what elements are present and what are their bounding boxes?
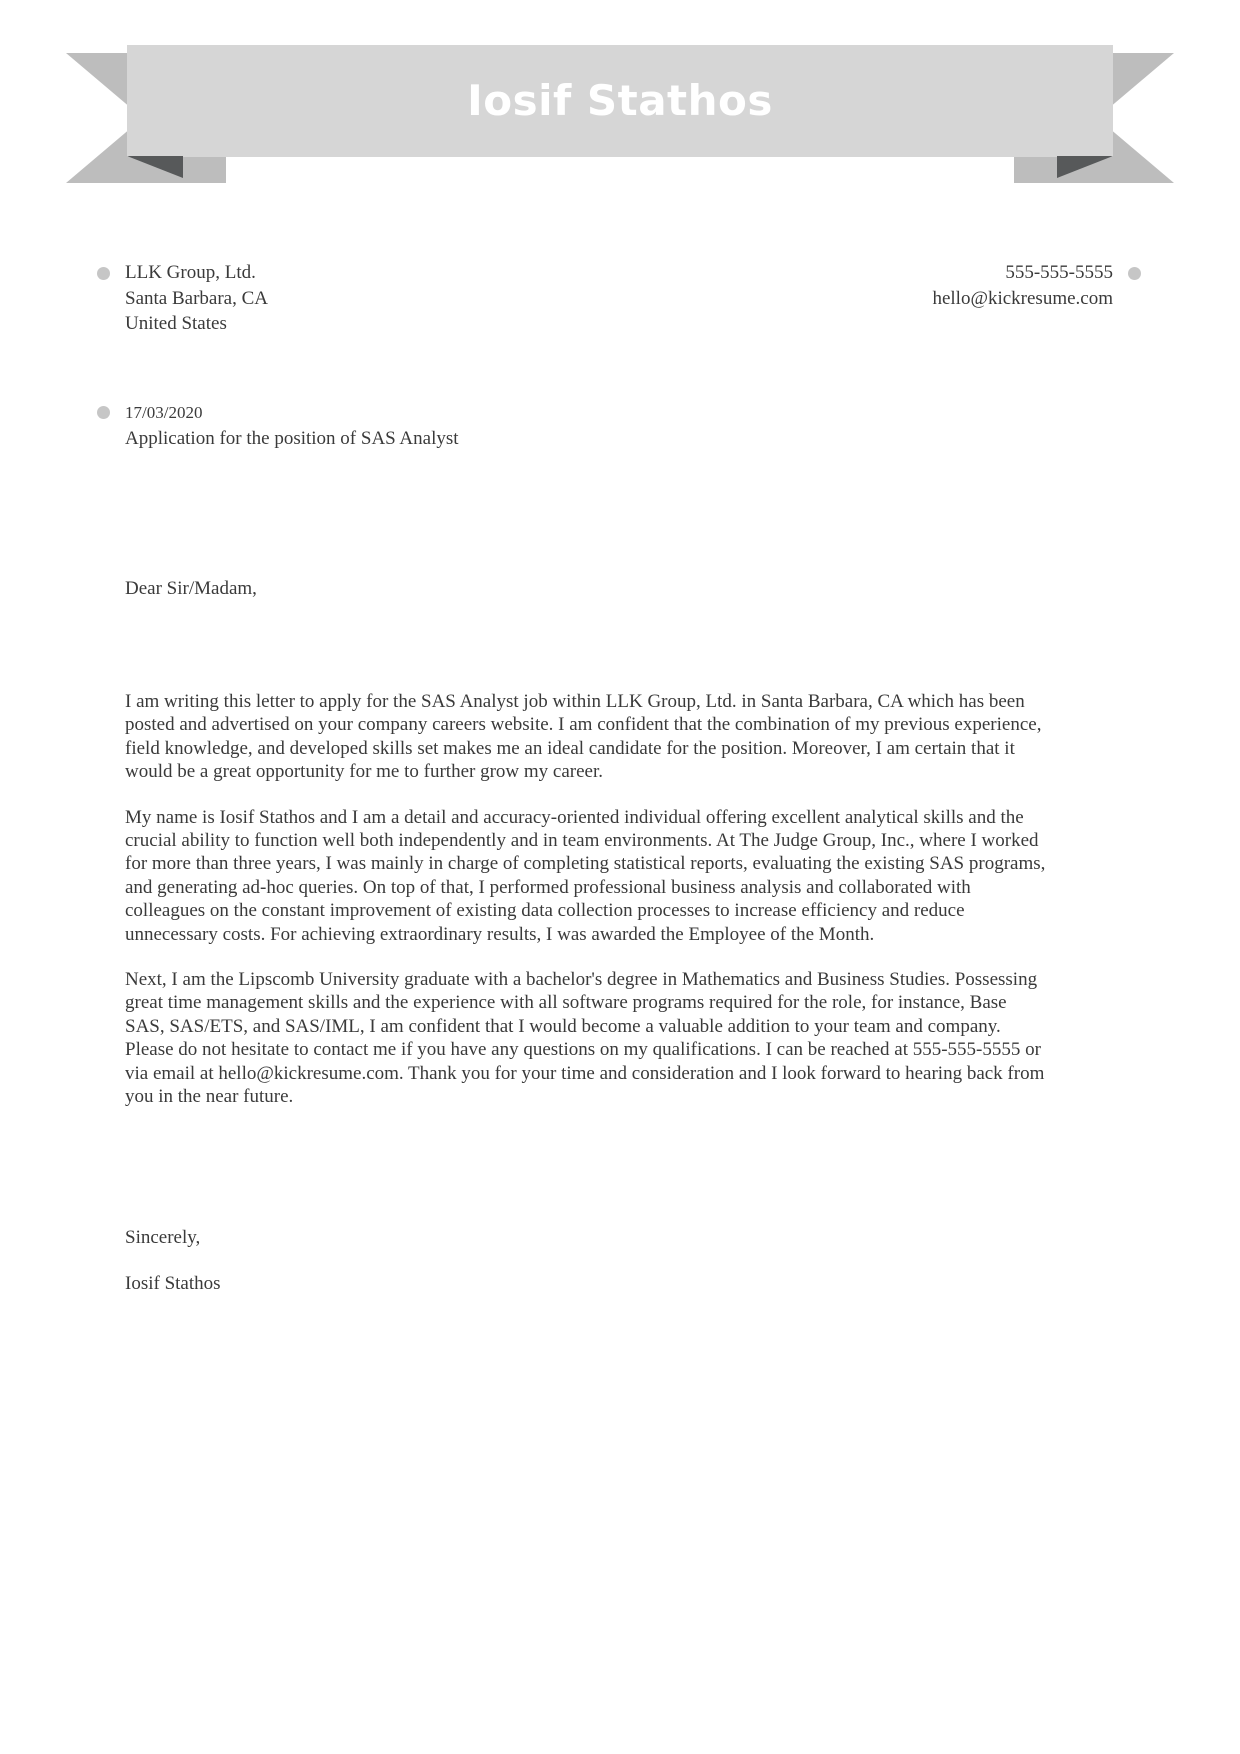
- bullet-marker-icon: [97, 406, 110, 419]
- recipient-country: United States: [125, 313, 227, 334]
- contact-phone: 555-555-5555: [1005, 262, 1113, 283]
- signoff-block: [125, 1226, 221, 1296]
- bullet-marker-icon: [97, 267, 110, 280]
- body-paragraph: Next, I am the Lipscomb University graduate with a bachelor's degree in Mathematics and Business Studies. Possessing great time management skills and the experience with all software programs required for the role, for instance, Base SAS, SAS/ETS, and SAS/IML, I am confident that I would become a valuable addition to your team and company. Please do not hesitate to contact me if you have any questions on my qualifications. I can be reached at 555-555-5555 or via email at hello@kickresume.com. Thank you for your time and consideration and I look forward to hearing back from you in the near future.: [125, 969, 1045, 1108]
- body-paragraph: My name is Iosif Stathos and I am a detail and accuracy-oriented individual offering excellent analytical skills and the crucial ability to function well both independently and in team environments. At The Judge Group, Inc., where I worked for more than three years, I was mainly in charge of completing statistical reports, evaluating the existing SAS programs, and generating ad-hoc queries. On top of that, I performed professional business analysis and collaborated with colleagues on the constant improvement of existing data collection processes to increase efficiency and reduce unnecessary costs. For achieving extraordinary results, I was awarded the Employee of the Month.: [125, 806, 1046, 945]
- subject-block: [125, 400, 459, 451]
- recipient-address-block: [125, 260, 268, 337]
- sender-contact-block: [932, 260, 1113, 311]
- ribbon-band: [127, 45, 1113, 157]
- recipient-city-state: Santa Barbara, CA: [125, 287, 268, 309]
- closing-text: Sincerely,: [125, 1227, 201, 1248]
- subject-line: Application for the position of SAS Analyst: [125, 427, 459, 449]
- salutation: Dear Sir/Madam,: [125, 578, 257, 599]
- letter-date: 17/03/2020: [125, 403, 203, 422]
- body-paragraph: I am writing this letter to apply for the SAS Analyst job within LLK Group, Ltd. in Santa Barbara, CA which has been posted and advertised on your company careers website. I am confident that the combination of my previous experience, field knowledge, and developed skills set makes me an ideal candidate for the position. Moreover, I am certain that it would be a great opportunity for me to further grow my career.: [125, 691, 1042, 783]
- signature-name: Iosif Stathos: [125, 1273, 221, 1295]
- letter-body: [125, 690, 1050, 1131]
- page-title: Iosif Stathos: [467, 76, 773, 125]
- contact-email: hello@kickresume.com: [932, 287, 1113, 309]
- recipient-company: LLK Group, Ltd.: [125, 262, 256, 283]
- bullet-marker-icon: [1128, 267, 1141, 280]
- header-ribbon: [0, 0, 1240, 200]
